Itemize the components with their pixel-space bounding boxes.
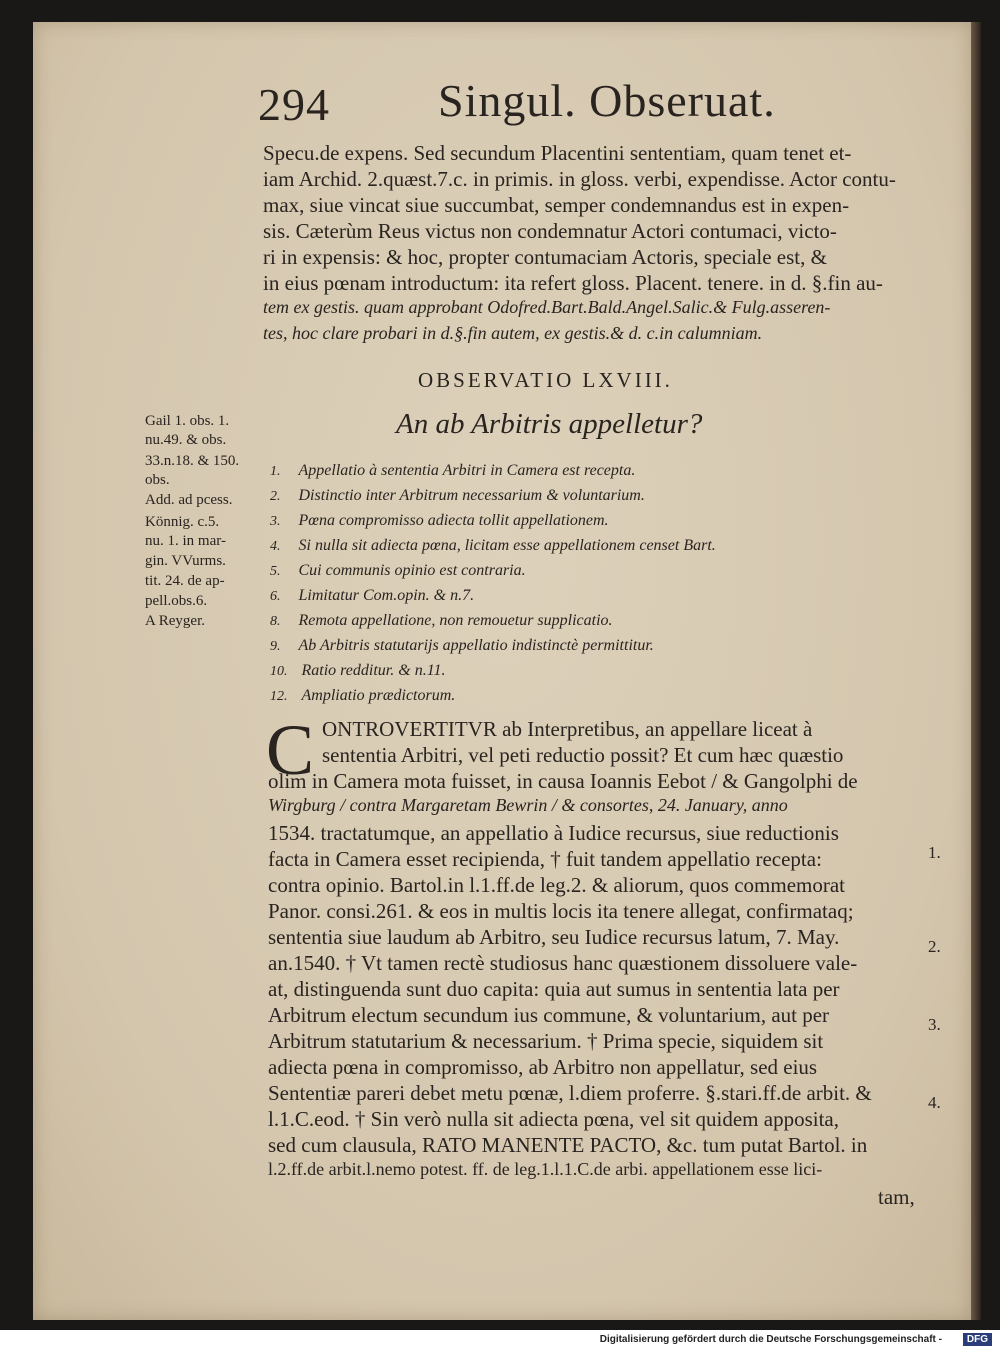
summary-item: [270, 587, 474, 605]
margin-number: 1.: [928, 843, 941, 862]
body-line: 1534. tractatumque, an appellatio à Iudice recursus, siue reductionis: [268, 821, 839, 845]
summary-text: Si nulla sit adiecta pœna, licitam esse appellationem censet Bart.: [298, 537, 716, 554]
footer-bar: [0, 1330, 1000, 1351]
margin-note: gin. VVurms.: [145, 553, 226, 569]
body-line: l.1.C.eod. † Sin verò nulla sit adiecta pœna, vel sit quidem apposita,: [268, 1107, 839, 1131]
body-line: Panor. consi.261. & eos in multis locis ita tenere allegat, confirmataq;: [268, 899, 854, 923]
summary-item: [270, 512, 609, 530]
page-number: 294: [258, 79, 330, 130]
body-line: Wirgburg / contra Margaretam Bewrin / & consortes, 24. January, anno: [268, 795, 788, 815]
running-head: Singul. Obseruat.: [438, 75, 776, 126]
body-line: at, distinguenda sunt duo capita: quia aut sumus in sententia lata per: [268, 977, 840, 1001]
drop-cap: C: [266, 710, 315, 790]
summary-number: 12.: [270, 689, 288, 704]
intro-line: tes, hoc clare probari in d.§.fin autem, ex gestis.& d. c.in calumniam.: [263, 323, 763, 343]
footer-credit: Digitalisierung gefördert durch die Deutsche Forschungsgemeinschaft -: [599, 1334, 942, 1345]
margin-note: obs.: [145, 472, 170, 488]
summary-number: 10.: [270, 664, 288, 679]
margin-note: pell.obs.6.: [145, 593, 208, 609]
intro-line: Specu.de expens. Sed secundum Placentini sententiam, quam tenet et-: [263, 141, 852, 165]
summary-item: [270, 537, 716, 555]
summary-item: [270, 462, 635, 480]
summary-number: 4.: [270, 539, 281, 554]
summary-text: Appellatio à sententia Arbitri in Camera est recepta.: [298, 462, 636, 479]
body-line: facta in Camera esset recipienda, † fuit tandem appellatio recepta:: [268, 847, 822, 871]
body-line: adiecta pœna in compromisso, ab Arbitro non appellatur, sed eius: [268, 1055, 818, 1079]
summary-text: Ab Arbitris statutarijs appellatio indistinctè permittitur.: [298, 637, 654, 654]
summary-number: 1.: [270, 464, 281, 479]
margin-number: 3.: [928, 1015, 941, 1034]
body-line: sententia Arbitri, vel peti reductio possit? Et cum hæc quæstio: [322, 743, 844, 767]
margin-note: nu. 1. in mar-: [145, 533, 226, 549]
body-line: sed cum clausula, RATO MANENTE PACTO, &c. tum putat Bartol. in: [268, 1133, 868, 1157]
summary-text: Cui communis opinio est contraria.: [298, 562, 526, 579]
intro-line: in eius pœnam introductum: ita refert gloss. Placent. tenere. in d. §.fin au-: [263, 271, 883, 295]
body-line: sententia siue laudum ab Arbitro, seu Iudice recursus latum, 7. May.: [268, 925, 840, 949]
summary-number: 2.: [270, 489, 281, 504]
intro-line: max, siue vincat siue succumbat, semper condemnandus est in expen-: [263, 193, 850, 217]
intro-line: sis. Cæterùm Reus victus non condemnatur Actori contumaci, victo-: [263, 219, 837, 243]
summary-item: [270, 487, 645, 505]
body-line: contra opinio. Bartol.in l.1.ff.de leg.2. & aliorum, quos commemorat: [268, 873, 845, 897]
summary-text: Pœna compromisso adiecta tollit appellationem.: [298, 512, 609, 529]
summary-text: Ratio redditur. & n.11.: [301, 662, 446, 679]
dfg-logo: DFG: [963, 1333, 992, 1346]
body-line: l.2.ff.de arbit.l.nemo potest. ff. de leg.1.l.1.C.de arbi. appellationem esse lici-: [268, 1159, 823, 1179]
observation-subtitle: An ab Arbitris appelletur?: [396, 408, 703, 440]
summary-number: 9.: [270, 639, 281, 654]
observation-title: OBSERVATIO LXVIII.: [418, 368, 673, 392]
summary-number: 8.: [270, 614, 281, 629]
margin-number: 4.: [928, 1093, 941, 1112]
margin-note: 33.n.18. & 150.: [145, 453, 240, 469]
margin-note: Add. ad pcess.: [145, 492, 233, 508]
margin-note: Könnig. c.5.: [145, 514, 220, 530]
summary-number: 5.: [270, 564, 281, 579]
intro-line: ri in expensis: & hoc, propter contumaciam Actoris, speciale est, &: [263, 245, 827, 269]
summary-number: 3.: [270, 514, 281, 529]
margin-note: nu.49. & obs.: [145, 432, 227, 448]
summary-item: [270, 562, 526, 580]
intro-line: iam Archid. 2.quæst.7.c. in primis. in gloss. verbi, expendisse. Actor contu-: [263, 167, 896, 191]
summary-text: Remota appellatione, non remouetur supplicatio.: [298, 612, 613, 629]
summary-text: Limitatur Com.opin. & n.7.: [298, 587, 475, 604]
page-edge: [971, 22, 981, 1320]
body-line: Sententiæ pareri debet metu pœnæ, l.diem proferre. §.stari.ff.de arbit. &: [268, 1081, 872, 1105]
margin-note: tit. 24. de ap-: [145, 573, 225, 589]
body-line: Arbitrum statutarium & necessarium. † Prima specie, siquidem sit: [268, 1029, 824, 1053]
margin-note: Gail 1. obs. 1.: [145, 413, 230, 429]
summary-item: [270, 662, 446, 680]
summary-text: Ampliatio prædictorum.: [301, 687, 456, 704]
summary-text: Distinctio inter Arbitrum necessarium & voluntarium.: [298, 487, 645, 504]
body-line: tam,: [878, 1185, 915, 1209]
intro-line: tem ex gestis. quam approbant Odofred.Bart.Bald.Angel.Salic.& Fulg.asseren-: [263, 297, 831, 317]
margin-note: A Reyger.: [145, 613, 205, 629]
summary-item: [270, 612, 613, 630]
summary-number: 6.: [270, 589, 281, 604]
summary-item: [270, 637, 654, 655]
body-line: an.1540. † Vt tamen rectè studiosus hanc quæstionem dissoluere vale-: [268, 951, 858, 975]
body-line: ONTROVERTITVR ab Interpretibus, an appellare liceat à: [322, 717, 813, 741]
body-line: Arbitrum electum secundum ius commune, & voluntarium, aut per: [268, 1003, 830, 1027]
body-line: olim in Camera mota fuisset, in causa Ioannis Eebot / & Gangolphi de: [268, 769, 858, 793]
margin-number: 2.: [928, 937, 941, 956]
summary-item: [270, 687, 455, 705]
